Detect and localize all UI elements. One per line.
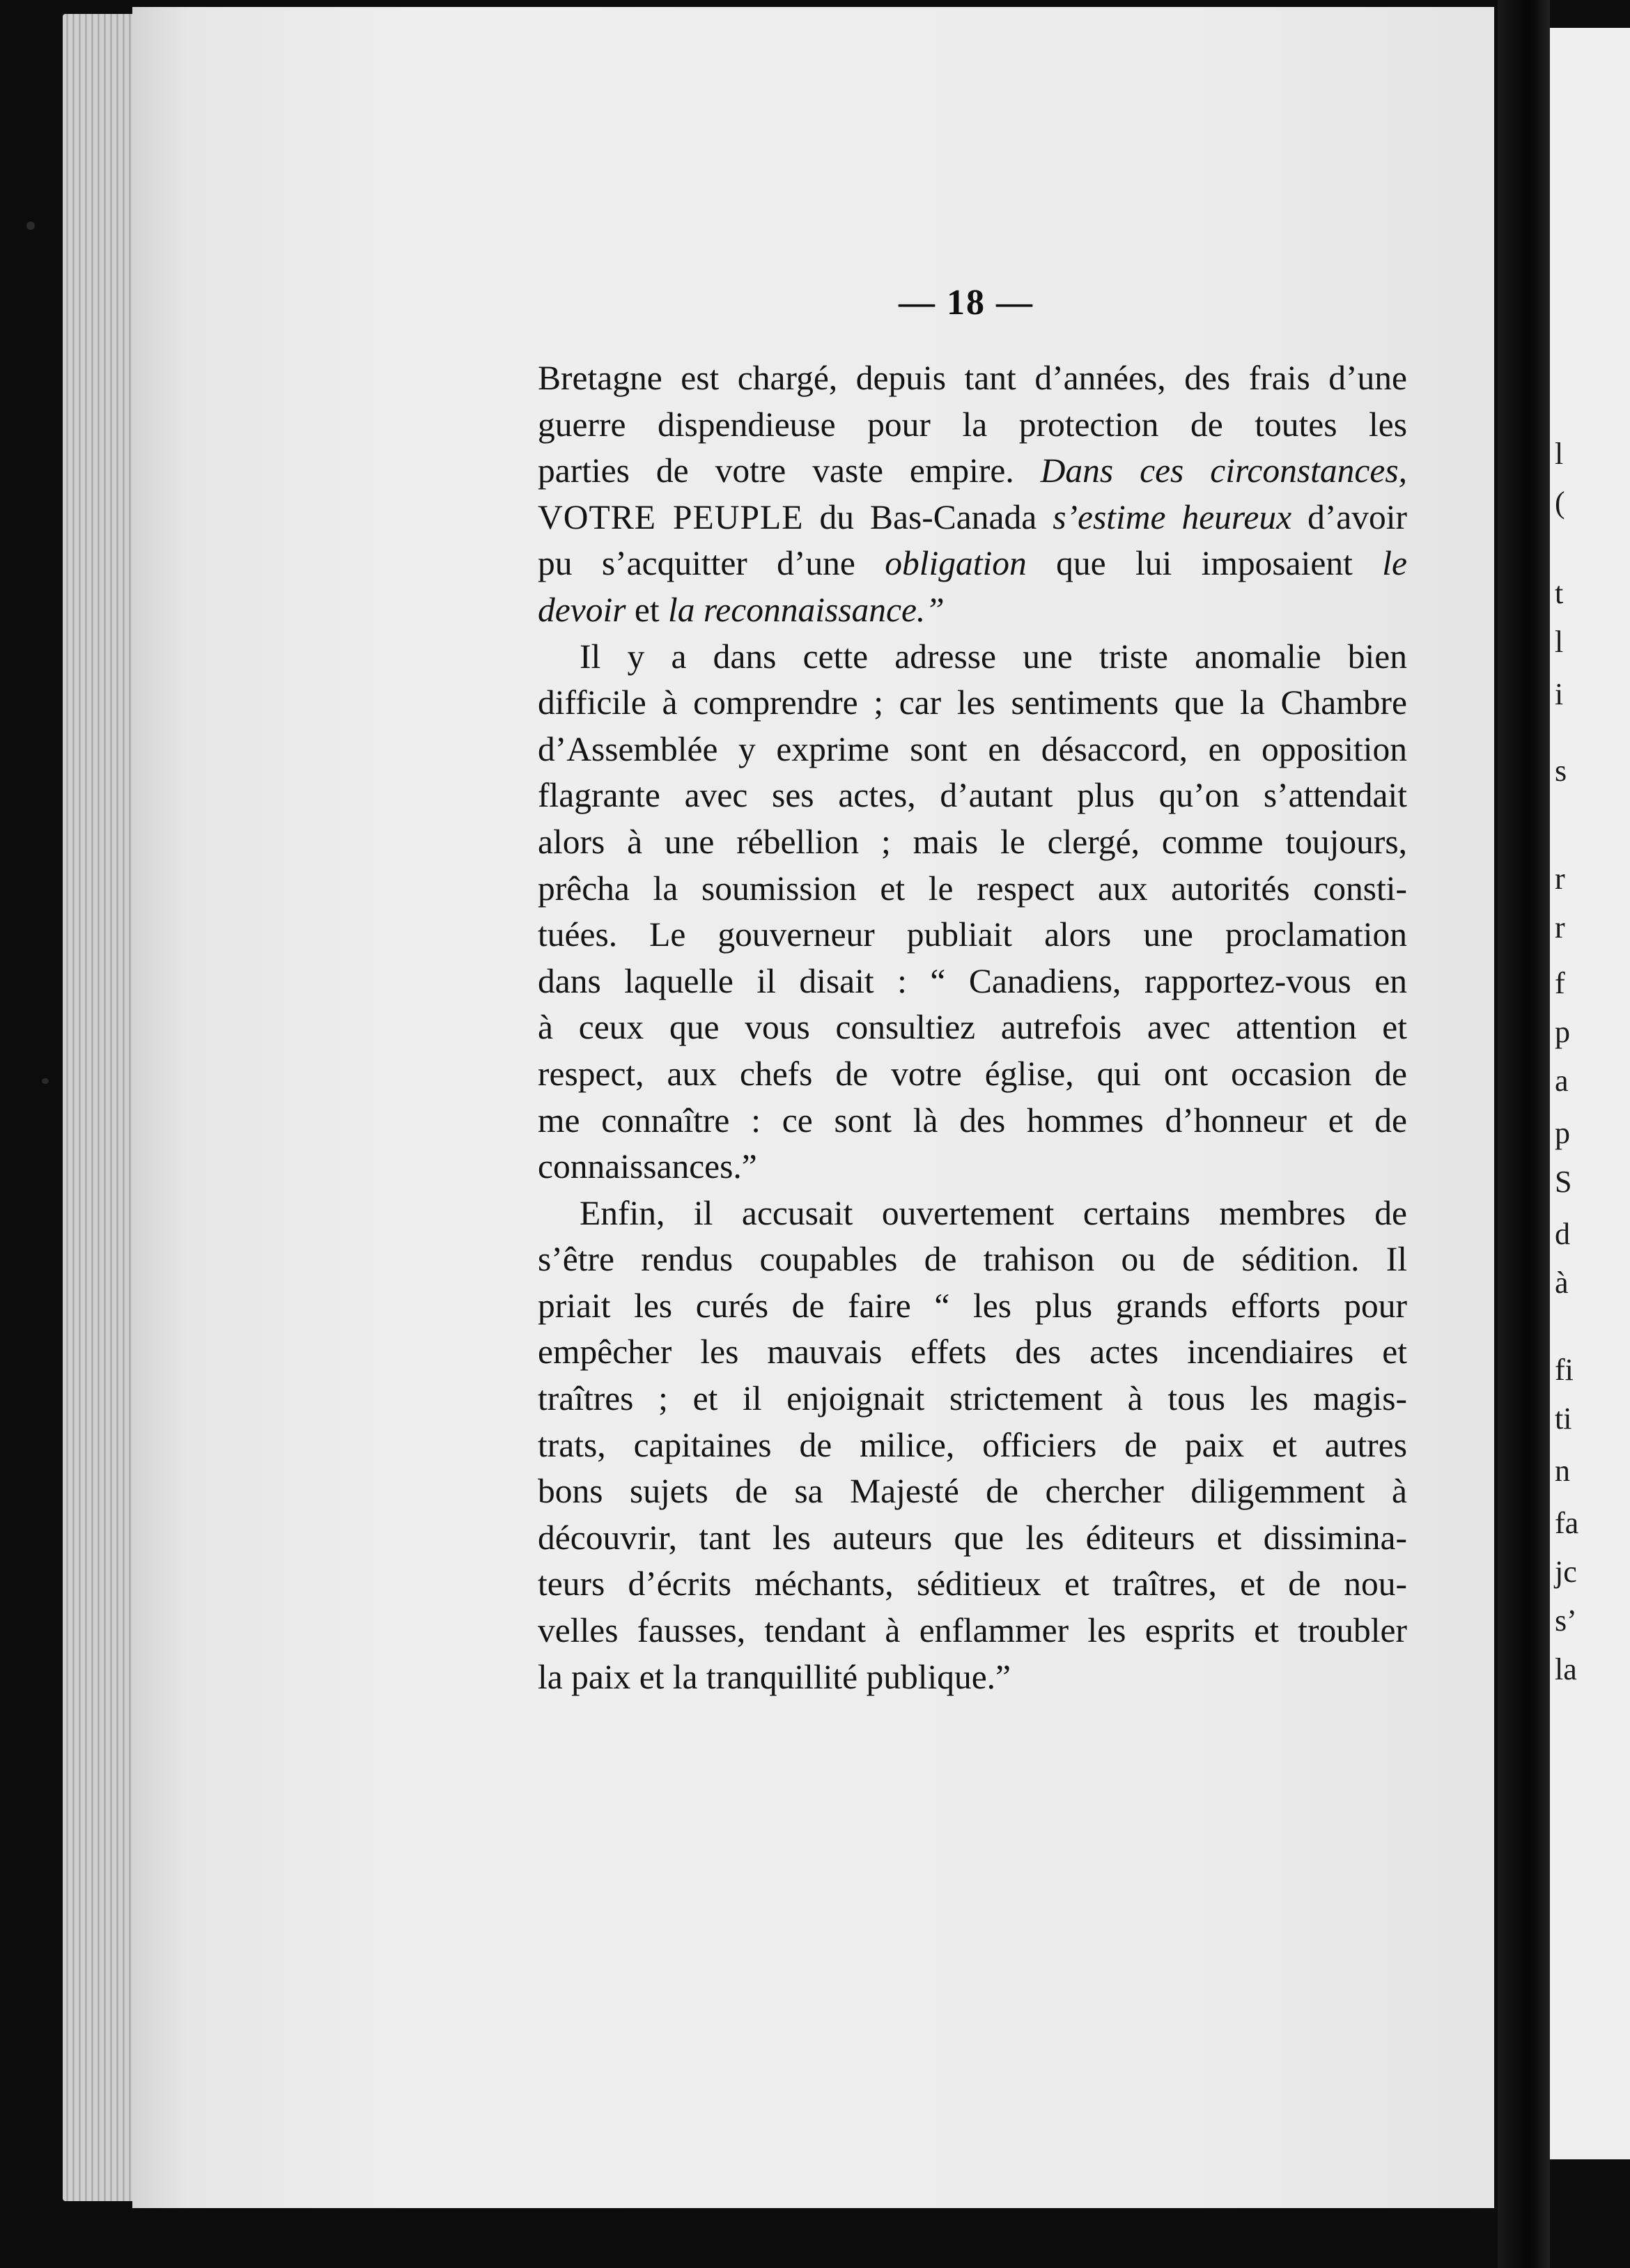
text-line: s’être rendus coupables de trahison ou de sédition. Il bbox=[538, 1240, 1407, 1279]
text-line: guerre dispendieuse pour la protection de toutes les bbox=[538, 405, 1407, 444]
text-run: que lui imposaient bbox=[1056, 544, 1353, 583]
text-line: traîtres ; et il enjoignait strictement à tous les magis- bbox=[538, 1379, 1407, 1418]
text-line: Bretagne est chargé, depuis tant d’années, des frais d’une bbox=[538, 359, 1407, 397]
text-line: tuées. Le gouverneur publiait alors une proclamation bbox=[538, 915, 1407, 954]
text-line: priait les curés de faire “ les plus grands efforts pour bbox=[538, 1286, 1407, 1325]
italic-text: la reconnaissance.” bbox=[667, 590, 945, 629]
italic-text: obligation bbox=[885, 544, 1027, 583]
italic-text: s’estime heureux bbox=[1053, 497, 1292, 536]
text-line: difficile à comprendre ; car les sentiments que la Chambre bbox=[538, 683, 1407, 722]
text-line bbox=[538, 495, 1407, 541]
facing-page-fragment: r bbox=[1555, 862, 1565, 896]
facing-page-fragment: i bbox=[1555, 677, 1564, 711]
facing-page-fragment: S bbox=[1555, 1165, 1572, 1199]
text-run: parties de votre vaste empire. bbox=[538, 451, 1014, 490]
facing-page-fragment: ( bbox=[1555, 486, 1565, 520]
text-line: trats, capitaines de milice, officiers de paix et autres bbox=[538, 1425, 1407, 1464]
text-line bbox=[538, 587, 1407, 634]
text-line: à ceux que vous consultiez autrefois avec attention et bbox=[538, 1008, 1407, 1047]
italic-text: Dans ces circonstances, bbox=[1040, 451, 1407, 490]
text-run: du Bas-Canada bbox=[819, 497, 1037, 536]
facing-page-fragment: fa bbox=[1555, 1506, 1579, 1540]
text-line: me connaître : ce sont là des hommes d’honneur et de bbox=[538, 1101, 1407, 1140]
italic-text: devoir bbox=[538, 590, 626, 629]
gutter-shadow bbox=[1498, 0, 1550, 2268]
text-line: découvrir, tant les auteurs que les éditeurs et dissimina- bbox=[538, 1518, 1407, 1557]
text-line: Il y a dans cette adresse une triste anomalie bien bbox=[580, 637, 1407, 676]
facing-page-fragment: r bbox=[1555, 910, 1565, 945]
text-line: prêcha la soumission et le respect aux autorités consti- bbox=[538, 869, 1407, 908]
body-text bbox=[538, 355, 1407, 1700]
text-line: la paix et la tranquillité publique.” bbox=[538, 1657, 1011, 1696]
text-run: d’avoir bbox=[1307, 497, 1408, 536]
text-line: bons sujets de sa Majesté de chercher diligemment à bbox=[538, 1472, 1407, 1511]
facing-page-fragment: la bbox=[1555, 1652, 1577, 1686]
facing-page-fragment: l bbox=[1555, 625, 1564, 659]
facing-page-fragment: s bbox=[1555, 754, 1567, 788]
facing-page-fragment: fi bbox=[1555, 1353, 1574, 1387]
text-line: empêcher les mauvais effets des actes incendiaires et bbox=[538, 1333, 1407, 1372]
text-line: respect, aux chefs de votre église, qui ont occasion de bbox=[538, 1054, 1407, 1093]
text-line: alors à une rébellion ; mais le clergé, comme toujours, bbox=[538, 822, 1407, 861]
facing-page-fragment: d bbox=[1555, 1217, 1570, 1251]
text-run: pu s’acquitter d’une bbox=[538, 544, 855, 583]
text-line: velles fausses, tendant à enflammer les esprits et troubler bbox=[538, 1611, 1407, 1650]
scan-speck bbox=[42, 1078, 49, 1084]
scan-speck bbox=[26, 222, 35, 230]
text-line: dans laquelle il disait : “ Canadiens, rapportez-vous en bbox=[538, 961, 1407, 1000]
italic-text: le bbox=[1382, 544, 1408, 583]
facing-page-fragment: ti bbox=[1555, 1401, 1572, 1436]
facing-page-fragment: jc bbox=[1555, 1555, 1577, 1589]
text-run: et bbox=[634, 590, 660, 629]
text-line: connaissances.” bbox=[538, 1147, 757, 1186]
facing-page-fragment: l bbox=[1555, 437, 1564, 471]
page-number-header: — 18 — bbox=[899, 283, 1034, 323]
text-line bbox=[538, 541, 1407, 587]
text-line: d’Assemblée y exprime sont en désaccord, en opposition bbox=[538, 729, 1407, 768]
facing-page-fragment: n bbox=[1555, 1454, 1570, 1488]
text-line: Enfin, il accusait ouvertement certains membres de bbox=[580, 1193, 1407, 1232]
facing-page-fragment: a bbox=[1555, 1064, 1569, 1098]
facing-page-fragment: f bbox=[1555, 966, 1565, 1000]
facing-page-fragment: t bbox=[1555, 576, 1564, 610]
text-line bbox=[538, 448, 1407, 495]
text-line: flagrante avec ses actes, d’autant plus qu’on s’attendait bbox=[538, 776, 1407, 815]
facing-page-fragment: p bbox=[1555, 1116, 1570, 1150]
small-caps-text: VOTRE PEUPLE bbox=[538, 497, 804, 536]
text-line: teurs d’écrits méchants, séditieux et traîtres, et de nou- bbox=[538, 1564, 1407, 1603]
facing-page-fragment: p bbox=[1555, 1015, 1570, 1049]
facing-page-fragment: s’ bbox=[1555, 1603, 1577, 1638]
facing-page-fragment: à bbox=[1555, 1266, 1569, 1300]
